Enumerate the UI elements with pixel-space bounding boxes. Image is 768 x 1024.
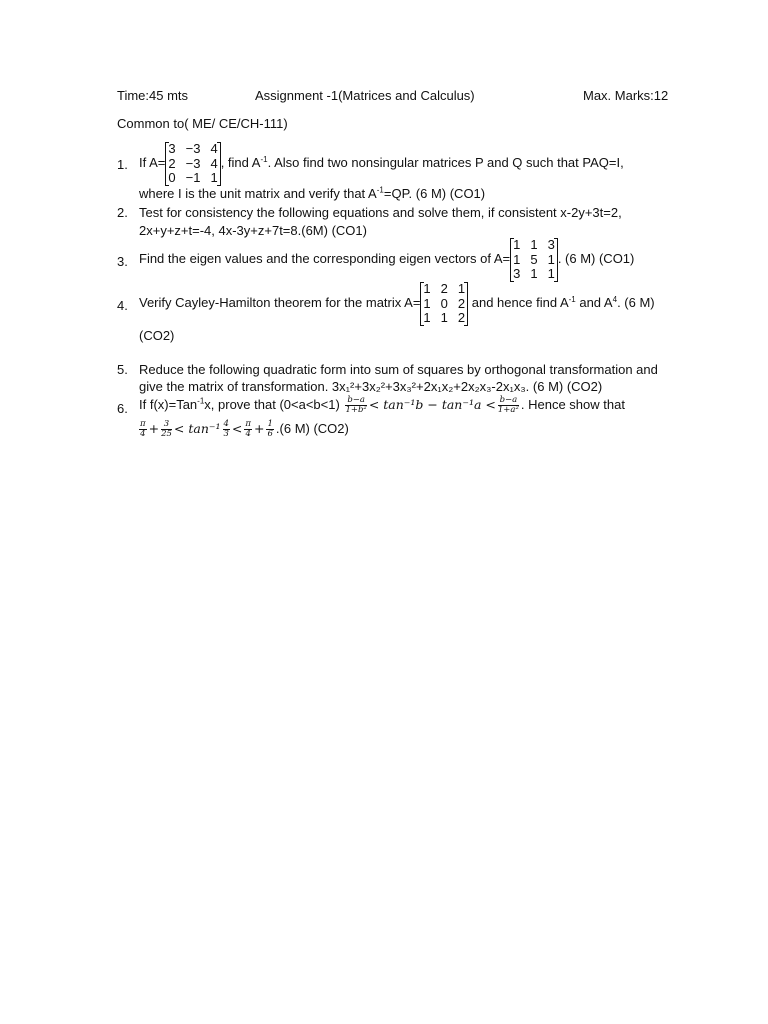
time-label: Time:45 mts [117,88,189,103]
question-number: 5. [117,362,128,377]
matrix-entry: 1 [440,310,448,325]
question-5-line-1: Reduce the following quadratic form into sum of squares by orthogonal transformation and [139,362,658,377]
question-2-line-1: Test for consistency the following equations and solve them, if consistent x-2y+3t=2, [139,205,622,220]
fraction: $\frac{b-a}{\text{1+b²}}$ [345,395,367,415]
fraction: $\frac{b-a}{\text{1+a²}}$ [497,395,519,415]
question-6-line-2: $\frac{\pi}{4}$ + $\frac{3}{25}$ < tan⁻¹ $\frac{4}{3}$ < $\frac{\pi}{4}$ + $\frac{1}{6}$ .(6 M) (CO2) [140,419,349,439]
question-number: 3. [117,254,128,269]
question-number: 1. [117,157,128,172]
question-number: 2. [117,205,128,220]
matrix-a [420,282,468,326]
matrix-entry: 1 [530,237,538,252]
assignment-title: Assignment -1(Matrices and Calculus) [255,88,475,103]
matrix-entry: 0 [168,170,176,185]
matrix-a [510,238,558,282]
matrix-entry: 4 [210,141,218,156]
question-number: 6. [117,401,128,416]
question-4-line-2: (CO2) [139,328,175,343]
matrix-entry: 1 [547,266,555,281]
question-3-line: Find the eigen values and the corresponding eigen vectors of A= 1 1 3 1 5 1 3 1 1 . (6 M) (CO1) [139,237,635,281]
question-5-line-2: give the matrix of transformation. 3x₁²+3x₂²+3x₃²+2x₁x₂+2x₂x₃-2x₁x₃. (6 M) (CO2) [139,379,603,394]
matrix-entry: −3 [185,141,201,156]
matrix-entry: 1 [423,281,431,296]
matrix-entry: 2 [457,310,466,325]
question-2-line-2: 2x+y+z+t=-4, 4x-3y+z+7t=8.(6M) (CO1) [139,223,367,238]
fraction: $\frac{3}{25}$ [161,419,172,439]
matrix-entry: 1 [513,251,521,267]
matrix-entry: 2 [168,155,176,171]
matrix-entry: 1 [457,281,466,296]
fraction: $\frac{1}{6}$ [267,419,273,439]
matrix-entry: 1 [423,295,431,311]
quadratic-form: 3x₁²+3x₂²+3x₃²+2x₁x₂+2x₂x₃-2x₁x₃ [331,379,526,394]
matrix-entry: 2 [457,295,466,311]
matrix-entry: 4 [210,155,218,171]
matrix-entry: 3 [168,141,176,156]
matrix-entry: 5 [530,251,538,267]
question-number: 4. [117,298,128,313]
fraction: $\frac{\pi}{4}$ [140,419,146,439]
question-4-line-1: Verify Cayley-Hamilton theorem for the matrix A= 1 2 1 1 0 2 1 1 2 and hence find $A^{-1}$ and $A^4$. (6 M) [139,281,655,325]
matrix-entry: 1 [513,237,521,252]
fraction: $\frac{\pi}{4}$ [245,419,251,439]
matrix-entry: −1 [185,170,201,185]
matrix-entry: 1 [530,266,538,281]
fraction: $\frac{4}{3}$ [223,419,229,439]
common-to-label: Common to( ME/ CE/CH-111) [117,116,288,131]
question-1-line-2: where I is the unit matrix and verify that $A^{-1}=QP$. (6 M) (CO1) [139,185,486,201]
matrix-entry: 3 [513,266,521,281]
question-6-line-1: If f(x)=Tan$^{-1}$x, prove that (0<a<b<1) $\frac{b-a}{\text{1+b²}}$ < tan⁻¹b − tan⁻¹a < $\frac{b-a}{\text{1+a²}}$ . Hence show that [139,395,625,415]
matrix-entry: 1 [210,170,218,185]
matrix-entry: 3 [547,237,555,252]
matrix-entry: 1 [423,310,431,325]
matrix-entry: 2 [440,281,448,296]
question-1-line-1: If A= 3 −3 4 2 −3 4 0 −1 1 , find $A^{-1}$. Also find two nonsingular matrices P and Q such that PAQ=I, [139,141,624,185]
matrix-entry: 0 [440,295,448,311]
matrix-entry: −3 [185,155,201,171]
max-marks-label: Max. Marks:12 [583,88,669,103]
matrix-a [165,142,220,186]
matrix-entry: 1 [547,251,555,267]
